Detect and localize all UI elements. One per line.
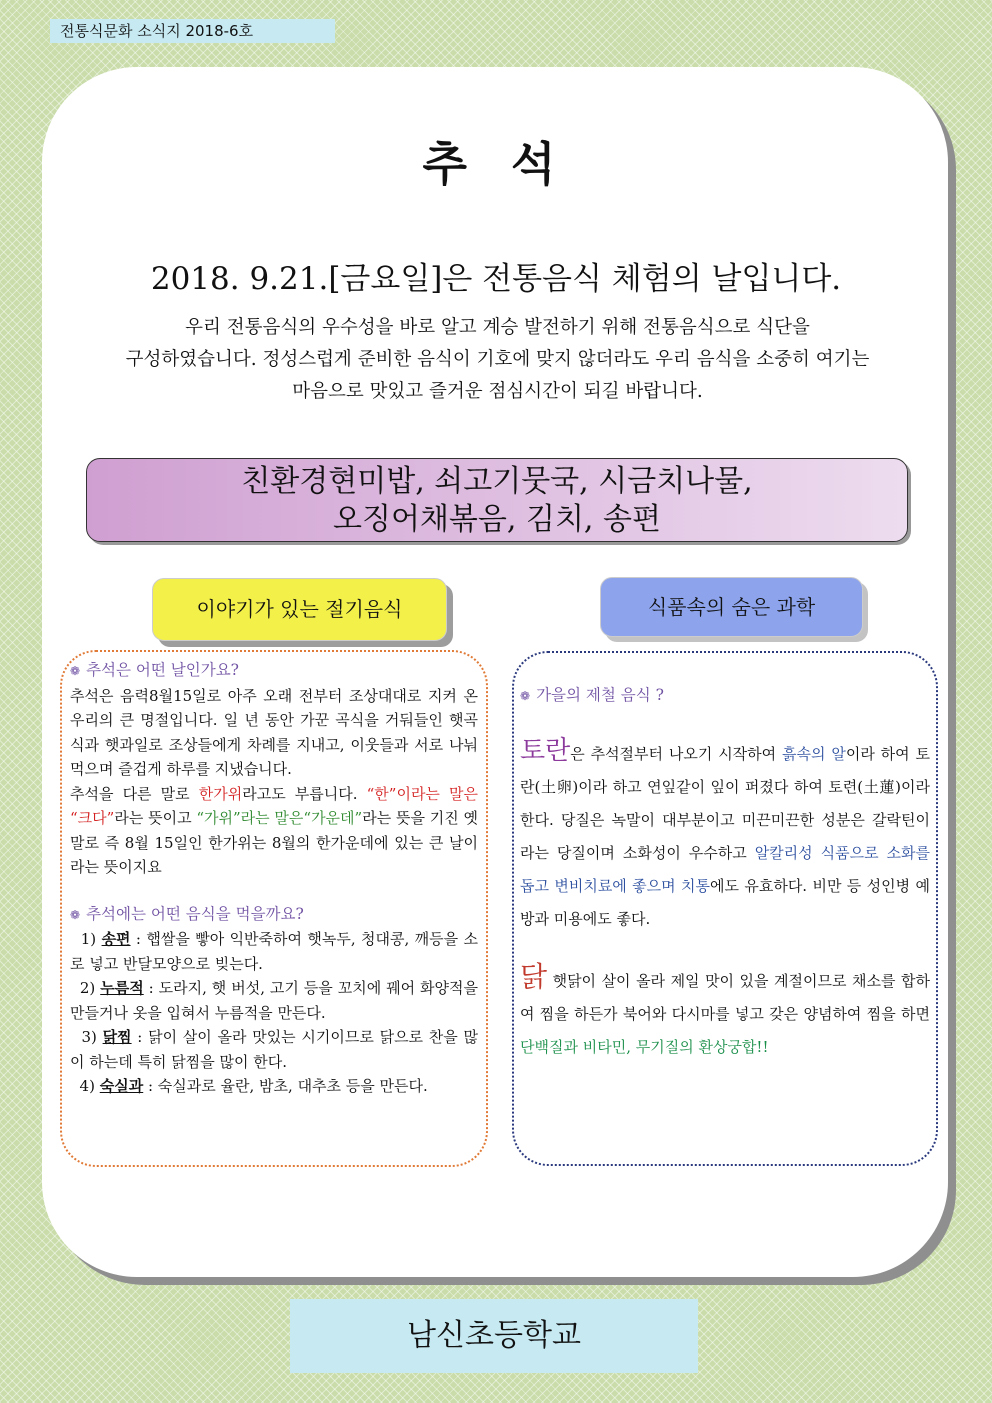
dak-title: 닭 bbox=[520, 960, 548, 993]
food-name: 송편 bbox=[101, 930, 131, 948]
flower-bullet-icon: ❁ bbox=[520, 689, 531, 703]
school-name: 남신초등학교 bbox=[290, 1299, 698, 1373]
intro-paragraph bbox=[60, 312, 935, 408]
spacer bbox=[70, 880, 478, 902]
chuseok-description: 추석은 음력8월15일로 아주 오래 전부터 조상대대로 지켜 온 우리의 큰 명절입니다. 일 년 동안 가꾼 곡식을 거둬들인 햇곡식과 햇과일로 조상들에게 차례를 지내고, 이웃들과 서로 나눠 먹으며 즐겁게 하루를 지냈습니다. bbox=[70, 686, 478, 778]
text-span: 추석을 다른 말로 bbox=[70, 784, 199, 803]
menu-line: 친환경현미밥, 쇠고기뭇국, 시금치나물, bbox=[241, 464, 753, 499]
text-span: 햇닭이 살이 올라 제일 맛이 있을 계절이므로 채소를 합하여 찜을 하든가 북어와 다시마를 넣고 갖은 양념하여 찜을 하면 bbox=[520, 972, 930, 1023]
menu-box bbox=[86, 458, 908, 542]
section-heading bbox=[520, 683, 930, 705]
text-span: 에도 유효하다. 비만 등 성인병 예방과 미용에도 좋다. bbox=[520, 877, 930, 928]
item-number: 1) bbox=[80, 930, 97, 948]
newsletter-issue-tag: 전통식문화 소식지 2018-6호 bbox=[50, 19, 335, 43]
menu-line: 오징어채볶음, 김치, 송편 bbox=[333, 502, 661, 537]
food-name: 숙실과 bbox=[99, 1077, 144, 1095]
text-span: 라고도 부릅니다. bbox=[242, 784, 367, 803]
food-item bbox=[70, 1074, 478, 1099]
hangawi-description bbox=[70, 782, 478, 880]
section-heading bbox=[70, 902, 478, 928]
item-number: 3) bbox=[81, 1028, 97, 1046]
nutrition-highlight: 단백질과 비타민, 무기질의 환상궁합!! bbox=[520, 1038, 769, 1056]
text-span: 라는 뜻을 기진 옛말로 즉 8월 15일인 한가위는 8월의 한가운데에 있는 큰 날이라는 뜻이지요 bbox=[70, 809, 478, 876]
page-title: 추 석 bbox=[422, 137, 570, 191]
chuseok-story-box bbox=[60, 650, 488, 1167]
food-desc: : 도라지, 햇 버섯, 고기 등을 꼬치에 꿰어 화양적을 만들거나 옷을 입혀서 누름적을 만든다. bbox=[70, 979, 478, 1022]
flower-bullet-icon: ❁ bbox=[70, 664, 81, 678]
seasonal-food-story-button[interactable]: 이야기가 있는 절기음식 bbox=[152, 578, 447, 641]
intro-line: 우리 전통음식의 우수성을 바로 알고 계승 발전하기 위해 전통음식으로 식단을 bbox=[185, 317, 810, 338]
toran-title: 토란 bbox=[520, 736, 571, 766]
dak-paragraph bbox=[520, 960, 930, 1064]
food-item bbox=[70, 1025, 478, 1074]
hangawi-highlight: 한가위 bbox=[198, 784, 243, 803]
gawi-meaning-highlight: “가위”라는 말은“가운데” bbox=[196, 809, 363, 827]
food-science-button[interactable]: 식품속의 숨은 과학 bbox=[600, 577, 863, 637]
food-item bbox=[70, 927, 478, 976]
section-heading bbox=[70, 658, 478, 684]
food-item bbox=[70, 976, 478, 1025]
heading-text: 추석은 어떤 날인가요? bbox=[86, 661, 239, 679]
food-name: 닭찜 bbox=[102, 1028, 132, 1046]
han-meaning-highlight: “한”이라는 말은 “크다” bbox=[70, 784, 478, 827]
toran-egg-highlight: 흙속의 알 bbox=[782, 745, 846, 763]
food-desc: : 햅쌀을 빻아 익반죽하여 햇녹두, 청대콩, 깨등을 소로 넣고 반달모양으로 빚는다. bbox=[70, 930, 478, 973]
food-desc: : 숙실과로 율란, 밤초, 대추초 등을 만든다. bbox=[143, 1077, 428, 1095]
food-science-box bbox=[512, 651, 938, 1166]
text-span: 은 추석절부터 나오기 시작하여 bbox=[570, 745, 783, 763]
food-name: 누름적 bbox=[100, 979, 144, 997]
item-number: 2) bbox=[79, 979, 96, 997]
food-desc: : 닭이 살이 올라 맛있는 시기이므로 닭으로 찬을 많이 하는데 특히 닭찜을 많이 한다. bbox=[70, 1028, 478, 1071]
text-span: 이라 하여 토란(土卵)이라 하고 연잎같이 잎이 퍼졌다 하여 토련(土蓮)이라 한다. 당질은 녹말이 대부분이고 미끈미끈한 성분은 갈락틴이라는 당질이며 소화성이 우수하고 bbox=[520, 745, 930, 862]
intro-line: 구성하였습니다. 정성스럽게 준비한 음식이 기호에 맞지 않더라도 우리 음식을 소중히 여기는 bbox=[125, 349, 870, 370]
item-number: 4) bbox=[79, 1077, 95, 1095]
event-date-headline: 2018. 9.21.[금요일]은 전통음식 체험의 날입니다. bbox=[150, 261, 842, 297]
toran-paragraph bbox=[520, 735, 930, 936]
heading-text: 추석에는 어떤 음식을 먹을까요? bbox=[86, 904, 304, 923]
flower-bullet-icon: ❁ bbox=[70, 907, 81, 922]
alkaline-highlight: 알칼리성 식품으로 소화를 돕고 변비치료에 좋으며 치통 bbox=[520, 844, 930, 895]
intro-line: 마음으로 맛있고 즐거운 점심시간이 되길 바랍니다. bbox=[292, 381, 703, 402]
heading-text: 가을의 제철 음식 ? bbox=[536, 686, 664, 704]
text-span: 라는 뜻이고 bbox=[114, 809, 197, 827]
